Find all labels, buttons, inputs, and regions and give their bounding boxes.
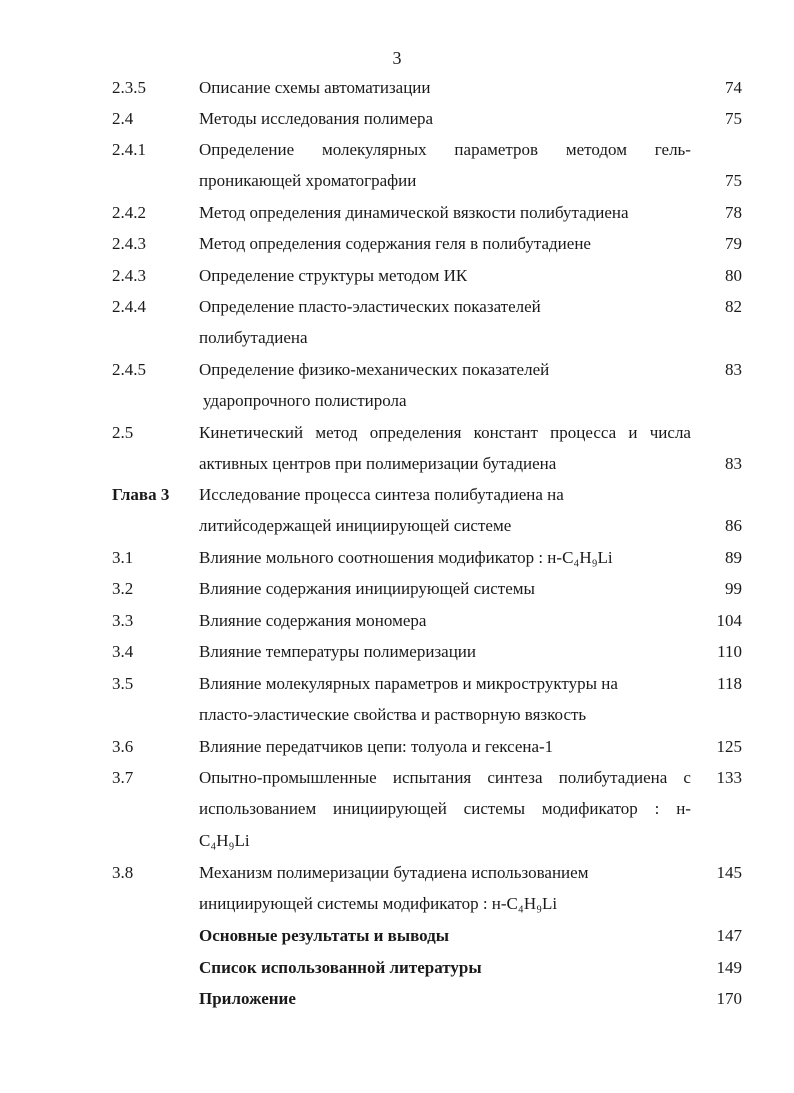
- toc-page-number: 79: [725, 234, 742, 253]
- toc-word: Определение: [199, 140, 295, 159]
- toc-title-line-justified: [199, 797, 691, 821]
- toc-word: и: [628, 423, 638, 442]
- toc-page-number: 104: [716, 611, 742, 630]
- toc-title-line-justified: [199, 138, 691, 162]
- toc-title-line: Определение структуры методом ИК: [199, 266, 468, 285]
- toc-number: 2.3.5: [112, 78, 146, 97]
- toc-title-line: Список использованной литературы: [199, 958, 482, 977]
- toc-title-line: полибутадиена: [199, 328, 308, 347]
- toc-word: метод: [315, 423, 358, 442]
- toc-title-line: Определение пласто-эластических показателей: [199, 297, 541, 316]
- toc-page-number: 118: [717, 674, 742, 693]
- toc-page-number: 133: [716, 768, 742, 787]
- toc-number: 2.4.3: [112, 234, 146, 253]
- toc-title-line: ударопрочного полистирола: [203, 391, 407, 410]
- toc-number: 3.4: [112, 642, 134, 661]
- toc-page-number: 149: [716, 958, 742, 977]
- toc-title-line: C₄H₉Li: [199, 831, 250, 850]
- toc-page-number: 80: [725, 266, 742, 285]
- toc-word: модификатор: [541, 799, 638, 818]
- toc-word: использованием: [199, 799, 317, 818]
- toc-word: н-: [676, 799, 691, 818]
- toc-word: параметров: [454, 140, 539, 159]
- toc-title-line: Влияние передатчиков цепи: толуола и гексена-1: [199, 737, 554, 756]
- toc-number: 2.4.2: [112, 203, 146, 222]
- toc-page-number: 75: [725, 109, 742, 128]
- toc-page-number: 110: [717, 642, 742, 661]
- toc-word: определения: [369, 423, 462, 442]
- page-number: 3: [392, 48, 402, 68]
- toc-page-number: 170: [716, 989, 742, 1008]
- toc-page-number: 83: [725, 360, 742, 379]
- toc-number: 2.4: [112, 109, 134, 128]
- toc-number: 3.6: [112, 737, 134, 756]
- toc-title-line: Основные результаты и выводы: [199, 926, 450, 945]
- toc-word: синтеза: [487, 768, 543, 787]
- toc-word: гель-: [654, 140, 691, 159]
- toc-number: 3.2: [112, 579, 134, 598]
- toc-number: 2.4.4: [112, 297, 146, 316]
- toc-word: Кинетический: [199, 423, 304, 442]
- toc-number: 3.8: [112, 863, 134, 882]
- toc-title-line: Влияние мольного соотношения модификатор : н-C₄H₉Li: [199, 548, 613, 567]
- toc-number: 2.5: [112, 423, 134, 442]
- toc-title-line: Влияние содержания инициирующей системы: [199, 579, 535, 598]
- toc-page-number: 86: [725, 516, 742, 535]
- toc-title-line: инициирующей системы модификатор : н-C₄H₉Li: [199, 894, 558, 913]
- toc-number: 3.7: [112, 768, 134, 787]
- toc-word: инициирующей: [333, 799, 447, 818]
- toc-word: процесса: [550, 423, 617, 442]
- toc-title-line: Метод определения динамической вязкости полибутадиена: [199, 203, 629, 222]
- toc-page-number: 147: [716, 926, 742, 945]
- toc-number: 3.1: [112, 548, 134, 567]
- toc-title-line: проникающей хроматографии: [199, 171, 417, 190]
- toc-page-number: 75: [725, 171, 742, 190]
- toc-title-line: пласто-эластические свойства и растворную вязкость: [199, 705, 587, 724]
- toc-number: 3.3: [112, 611, 134, 630]
- toc-number: 2.4.5: [112, 360, 146, 379]
- toc-number: 2.4.1: [112, 140, 146, 159]
- toc-word: :: [654, 799, 660, 818]
- toc-word: Опытно-промышленные: [199, 768, 377, 787]
- toc-title-line: активных центров при полимеризации бутадиена: [199, 454, 557, 473]
- toc-title-line: Влияние температуры полимеризации: [199, 642, 476, 661]
- toc-title-line: Влияние молекулярных параметров и микроструктуры на: [199, 674, 618, 693]
- toc-title-line: Описание схемы автоматизации: [199, 78, 431, 97]
- toc-title-line: Определение физико-механических показателей: [199, 360, 550, 379]
- toc-title-line: Влияние содержания мономера: [199, 611, 427, 630]
- toc-word: молекулярных: [321, 140, 427, 159]
- toc-word: с: [683, 768, 691, 787]
- toc-title-line: Механизм полимеризации бутадиена использованием: [199, 863, 589, 882]
- toc-word: испытания: [392, 768, 472, 787]
- toc-number: Глава 3: [112, 485, 170, 504]
- toc-page-number: 82: [725, 297, 742, 316]
- toc-word: числа: [649, 423, 691, 442]
- toc-page-number: 99: [725, 579, 742, 598]
- toc-page-number: 74: [725, 78, 742, 97]
- toc-title-line: Метод определения содержания геля в полибутадиене: [199, 234, 591, 253]
- toc-title-line: Методы исследования полимера: [199, 109, 434, 128]
- toc-title-line-justified: [199, 421, 691, 445]
- toc-page-number: 78: [725, 203, 742, 222]
- toc-title-line: Исследование процесса синтеза полибутадиена на: [199, 485, 564, 504]
- toc-page-number: 89: [725, 548, 742, 567]
- toc-word: констант: [473, 423, 538, 442]
- toc-page-number: 83: [725, 454, 742, 473]
- toc-title-line-justified: [199, 766, 691, 790]
- toc-title-line: литийсодержащей инициирующей системе: [199, 516, 512, 535]
- toc-title-line: Приложение: [199, 989, 296, 1008]
- toc-number: 3.5: [112, 674, 134, 693]
- toc-page-number: 145: [716, 863, 742, 882]
- toc-page-number: 125: [716, 737, 742, 756]
- toc-word: методом: [565, 140, 627, 159]
- toc-word: системы: [463, 799, 526, 818]
- toc-number: 2.4.3: [112, 266, 146, 285]
- toc-word: полибутадиена: [558, 768, 668, 787]
